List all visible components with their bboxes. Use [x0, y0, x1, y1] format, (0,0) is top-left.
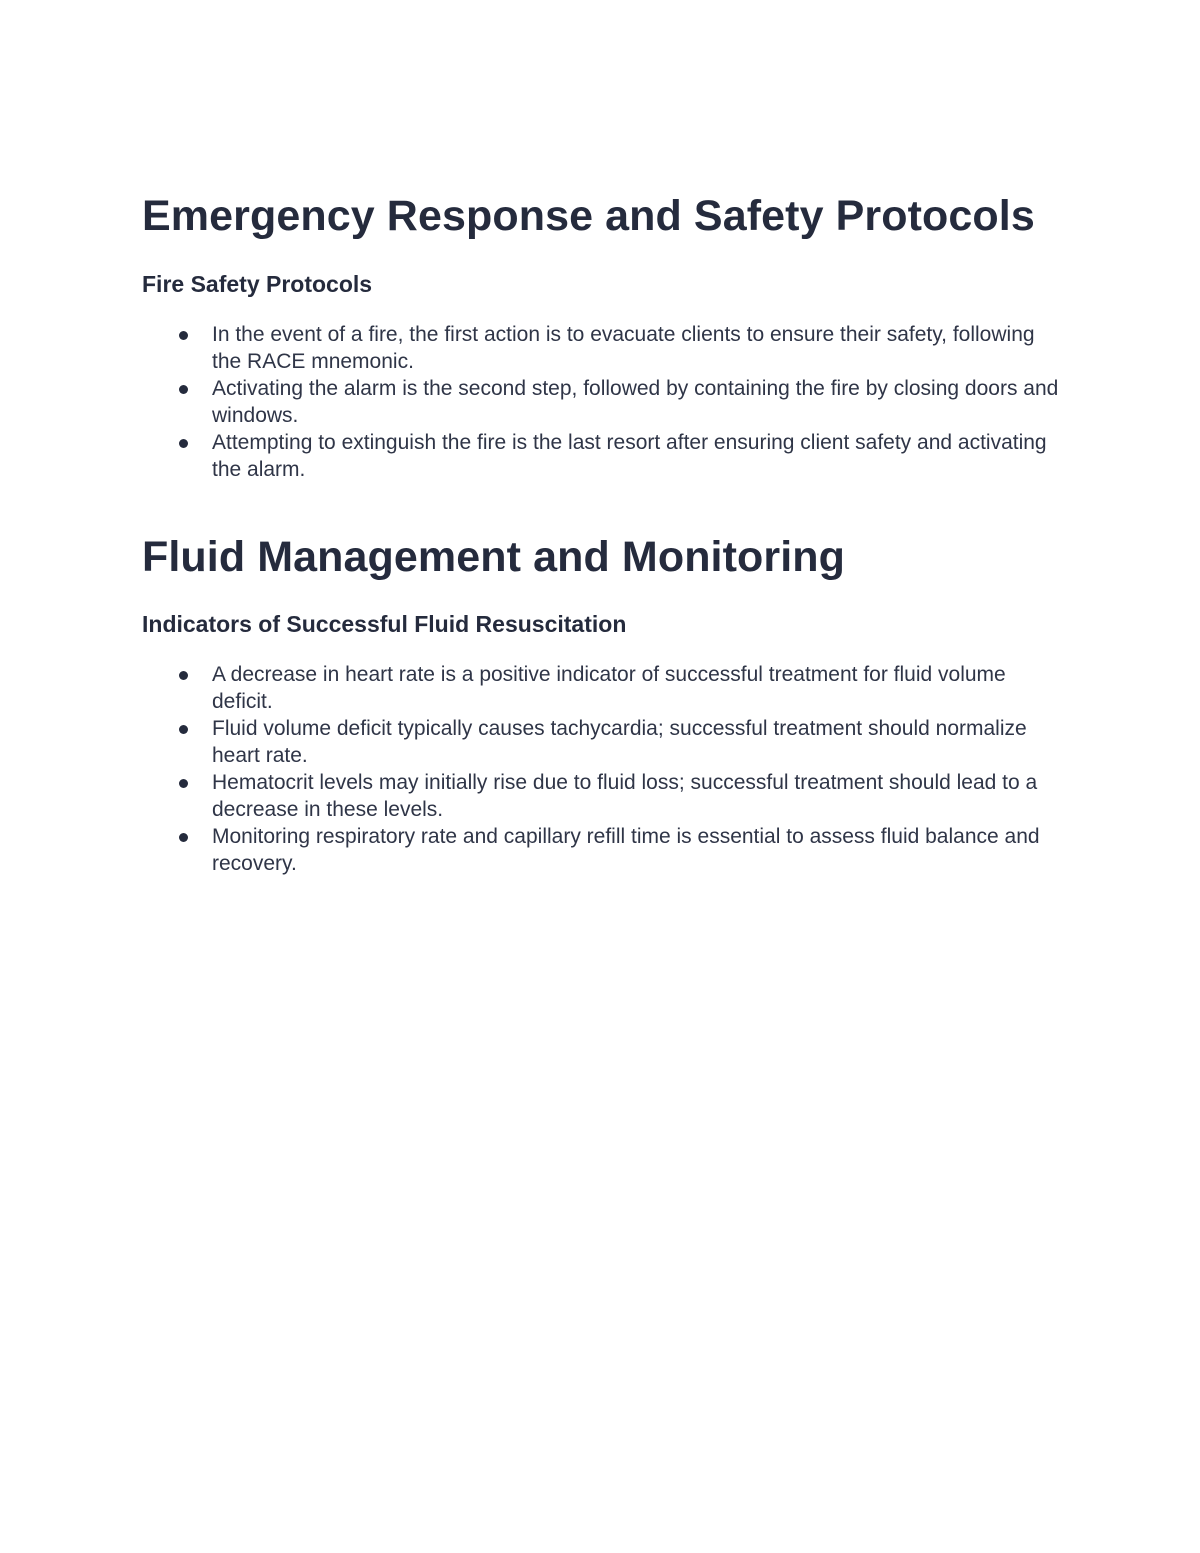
- bullet-icon: [179, 671, 188, 680]
- section-heading-fluid-management: Fluid Management and Monitoring: [142, 533, 846, 581]
- fire-safety-list: [142, 321, 1062, 483]
- bullet-icon: [179, 833, 188, 842]
- subheading-fluid-resuscitation: Indicators of Successful Fluid Resuscitation: [142, 611, 627, 637]
- list-item: [142, 429, 1062, 483]
- list-item-text: Fluid volume deficit typically causes tachycardia; successful treatment should normalize heart rate.: [212, 717, 1027, 767]
- list-item-text: Activating the alarm is the second step, followed by containing the fire by closing doors and windows.: [212, 377, 1059, 427]
- list-item: [142, 769, 1062, 823]
- list-item-text: Attempting to extinguish the fire is the last resort after ensuring client safety and activating the alarm.: [212, 431, 1047, 481]
- list-item: [142, 715, 1062, 769]
- bullet-icon: [179, 725, 188, 734]
- list-item-text: Hematocrit levels may initially rise due to fluid loss; successful treatment should lead to a decrease in these levels.: [212, 771, 1038, 821]
- document-page: [142, 190, 1062, 877]
- list-item: [142, 375, 1062, 429]
- section-heading-emergency-response: Emergency Response and Safety Protocols: [142, 192, 1035, 240]
- list-item: [142, 823, 1062, 877]
- bullet-icon: [179, 779, 188, 788]
- bullet-icon: [179, 331, 188, 340]
- list-item-text: In the event of a fire, the first action is to evacuate clients to ensure their safety, following the RACE mnemonic.: [212, 323, 1035, 373]
- bullet-icon: [179, 439, 188, 448]
- bullet-icon: [179, 385, 188, 394]
- list-item-text: Monitoring respiratory rate and capillary refill time is essential to assess fluid balance and recovery.: [212, 825, 1040, 875]
- fluid-resuscitation-list: [142, 661, 1062, 877]
- subheading-fire-safety: Fire Safety Protocols: [142, 271, 373, 297]
- list-item-text: A decrease in heart rate is a positive indicator of successful treatment for fluid volume deficit.: [212, 663, 1006, 713]
- list-item: [142, 321, 1062, 375]
- list-item: [142, 661, 1062, 715]
